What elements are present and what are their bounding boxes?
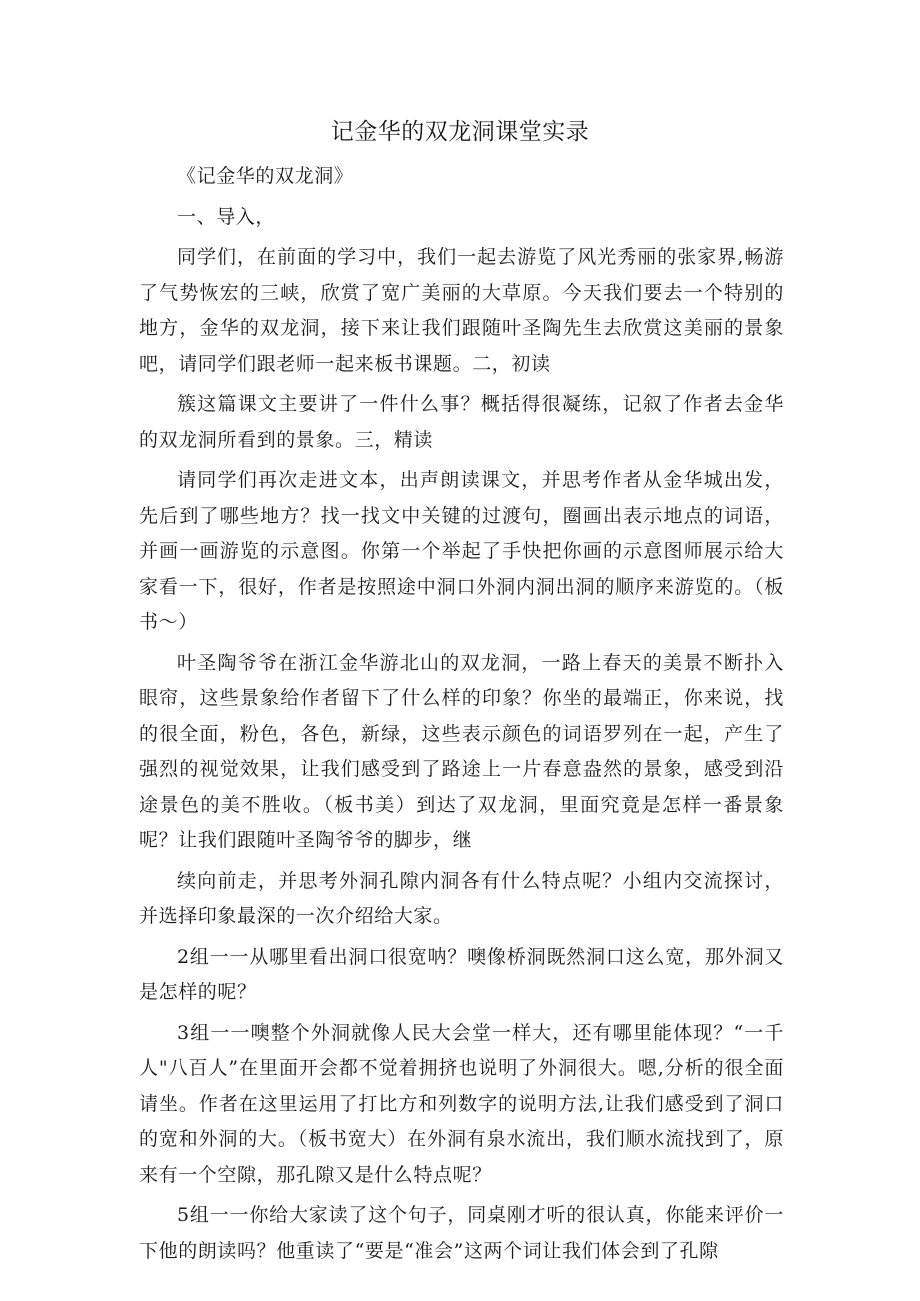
paragraph-group-5: 5组一一你给大家读了这个句子，同桌刚才听的很认真，你能来评价一下他的朗读吗？他重读了“要是“准会”这两个词让我们体会到了孔隙 <box>139 1204 784 1262</box>
paragraph-group-3: 3组一一噢整个外洞就像人民大会堂一样大，还有哪里能体现？“一千人"八百人”在里面开会都不觉着拥挤也说明了外洞很大。嗯,分析的很全面请坐。作者在这里运用了打比方和列数字的说明方法,让我们感受到了洞口的宽和外洞的大。（板书宽大）在外洞有泉水流出，我们顺水流找到了，原来有一个空隙，那孔隙又是什么特点呢？ <box>139 1021 784 1186</box>
paragraph-first-reading: 簇这篇课文主要讲了一件什么事？概括得很凝练，记叙了作者去金华的双龙洞所看到的景象。三，精读 <box>139 393 784 451</box>
paragraph-intro: 同学们，在前面的学习中，我们一起去游览了风光秀丽的张家界,畅游了气势恢宏的三峡，欣赏了宽广美丽的大草原。今天我们要去一个特别的地方，金华的双龙洞，接下来让我们跟随叶圣陶先生去欣赏这美丽的景象吧，请同学们跟老师一起来板书课题。二，初读 <box>139 246 784 375</box>
paragraph-group-2: 2组一一从哪里看出洞口很宽呐？噢像桥洞既然洞口这么宽，那外洞又是怎样的呢？ <box>139 945 784 1003</box>
paragraph-lesson-name: 《记金华的双龙洞》 <box>177 165 354 187</box>
paragraph-close-reading: 请同学们再次走进文本，出声朗读课文，并思考作者从金华城出发，先后到了哪些地方？找一找文中关键的过渡句，圈画出表示地点的词语，并画一画游览的示意图。你第一个举起了手快把你画的示意图师展示给大家看一下，很好，作者是按照途中洞口外洞内洞出洞的顺序来游览的。（板书～） <box>139 469 784 633</box>
page-title: 记金华的双龙洞课堂实录 <box>330 119 590 145</box>
paragraph-group-task: 续向前走，并思考外洞孔隙内洞各有什么特点呢？小组内交流探讨，并选择印象最深的一次介绍给大家。 <box>139 869 784 927</box>
paragraph-scenery: 叶圣陶爷爷在浙江金华游北山的双龙洞，一路上春天的美景不断扑入眼帘，这些景象给作者留下了什么样的印象？你坐的最端正，你来说，找的很全面，粉色，各色，新绿，这些表示颜色的词语罗列在一起，产生了强烈的视觉效果，让我们感受到了路途上一片春意盎然的景象，感受到沿途景色的美不胜收。（板书美）到达了双龙洞，里面究竟是怎样一番景象呢？让我们跟随叶圣陶爷爷的脚步，继 <box>139 651 784 851</box>
body-text <box>139 159 784 1269</box>
paragraph-intro-heading: 一、导入， <box>177 205 276 228</box>
